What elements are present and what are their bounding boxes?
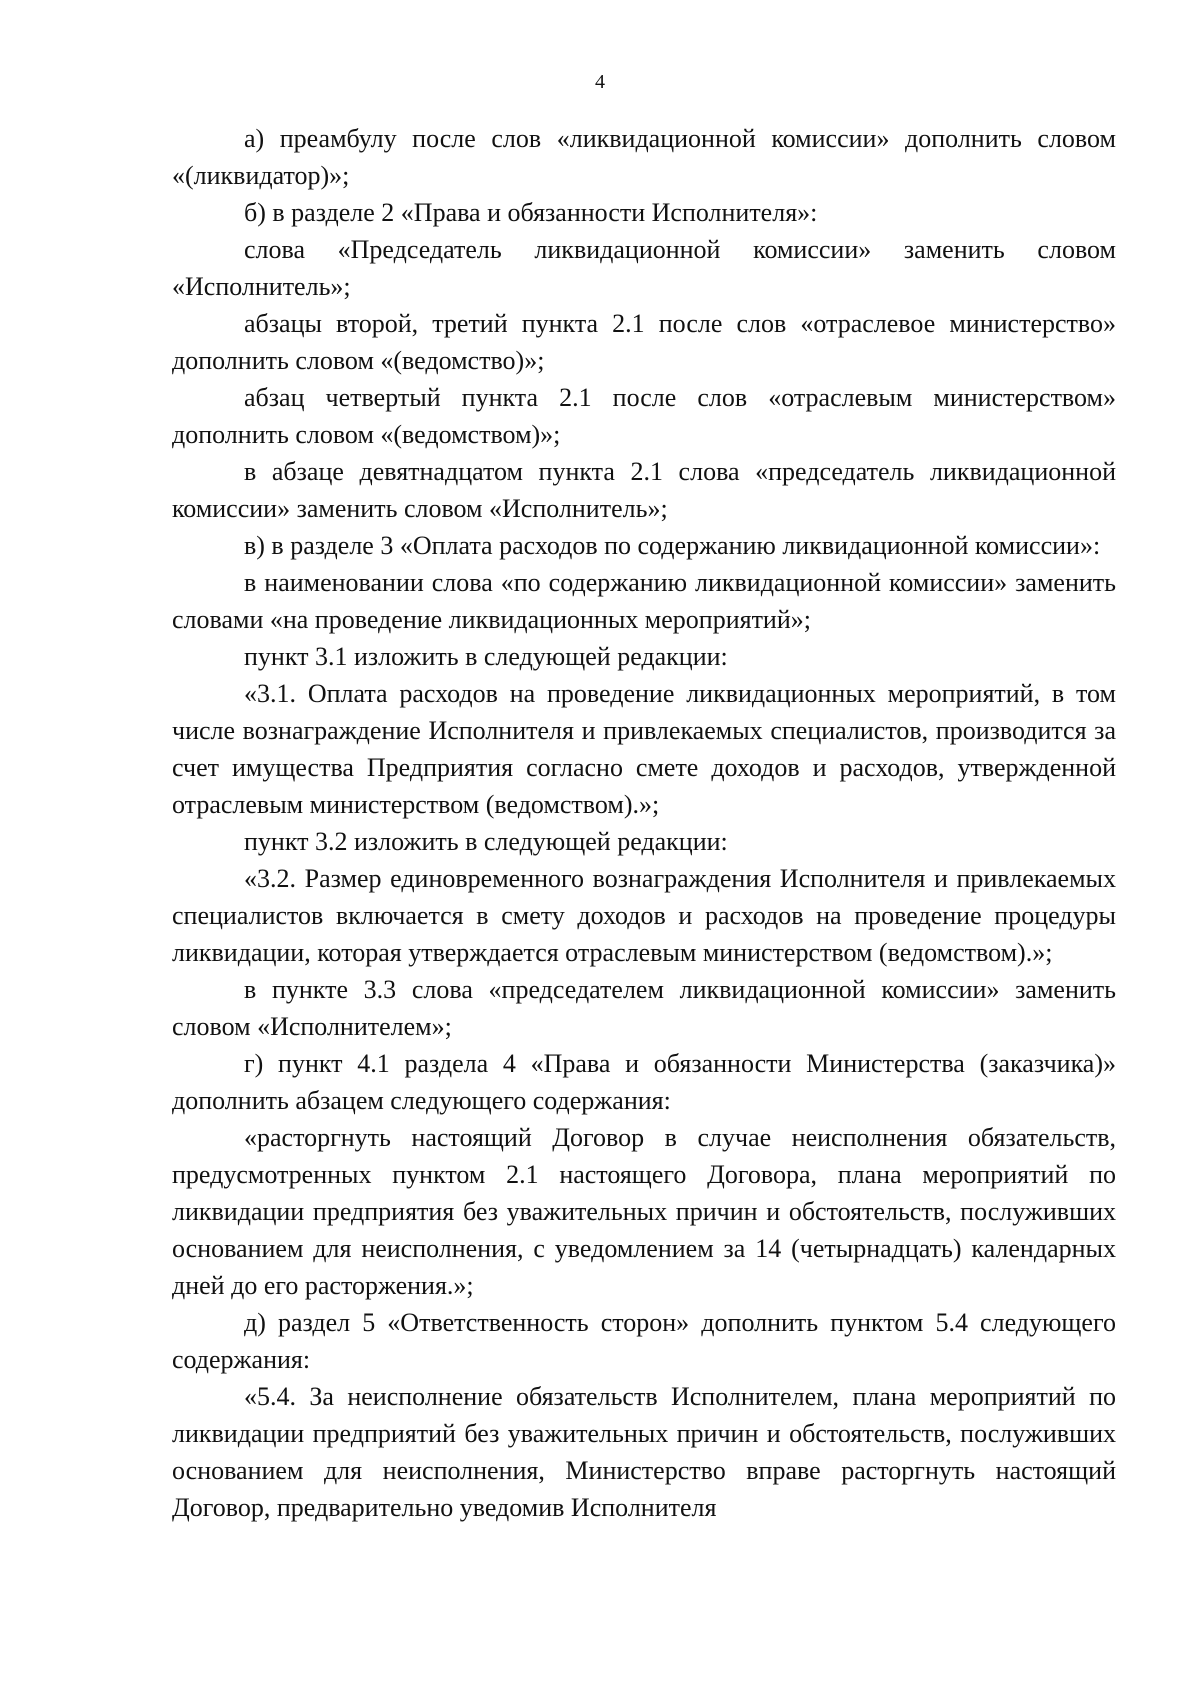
paragraph: г) пункт 4.1 раздела 4 «Права и обязанности Министерства (заказчика)» дополнить абзацем следующего содержания: bbox=[172, 1049, 1116, 1115]
paragraph: «3.2. Размер единовременного вознаграждения Исполнителя и привлекаемых специалистов включается в смету доходов и расходов на проведение процедуры ликвидации, которая утверждается отраслевым министерством (ведомством).»; bbox=[172, 864, 1116, 967]
paragraph: «5.4. За неисполнение обязательств Исполнителем, плана мероприятий по ликвидации предприятий без уважительных причин и обстоятельств, послуживших основанием для неисполнения, Министерство вправе расторгнуть настоящий Договор, предварительно уведомив Исполнителя bbox=[172, 1382, 1116, 1522]
paragraph: в абзаце девятнадцатом пункта 2.1 слова «председатель ликвидационной комиссии» заменить словом «Исполнитель»; bbox=[172, 457, 1116, 523]
paragraph: пункт 3.2 изложить в следующей редакции: bbox=[244, 827, 728, 856]
paragraph: пункт 3.1 изложить в следующей редакции: bbox=[244, 642, 728, 671]
paragraph: слова «Председатель ликвидационной комиссии» заменить словом «Исполнитель»; bbox=[172, 235, 1116, 301]
paragraph: в) в разделе 3 «Оплата расходов по содержанию ликвидационной комиссии»: bbox=[244, 531, 1101, 560]
paragraph: б) в разделе 2 «Права и обязанности Исполнителя»: bbox=[244, 198, 818, 227]
document-body bbox=[172, 120, 1116, 1526]
paragraph: д) раздел 5 «Ответственность сторон» дополнить пунктом 5.4 следующего содержания: bbox=[172, 1308, 1116, 1374]
paragraph: «расторгнуть настоящий Договор в случае неисполнения обязательств, предусмотренных пунктом 2.1 настоящего Договора, плана мероприятий по ликвидации предприятия без уважительных причин и обстоятельств, послуживших основанием для неисполнения, с уведомлением за 14 (четырнадцать) календарных дней до его расторжения.»; bbox=[172, 1123, 1116, 1300]
paragraph: «3.1. Оплата расходов на проведение ликвидационных мероприятий, в том числе вознаграждение Исполнителя и привлекаемых специалистов, производится за счет имущества Предприятия согласно смете доходов и расходов, утвержденной отраслевым министерством (ведомством).»; bbox=[172, 679, 1116, 819]
paragraph: в наименовании слова «по содержанию ликвидационной комиссии» заменить словами «на проведение ликвидационных мероприятий»; bbox=[172, 568, 1116, 634]
paragraph: абзац четвертый пункта 2.1 после слов «отраслевым министерством» дополнить словом «(ведомством)»; bbox=[172, 383, 1116, 449]
paragraph: а) преамбулу после слов «ликвидационной комиссии» дополнить словом «(ликвидатор)»; bbox=[172, 124, 1116, 190]
paragraph: в пункте 3.3 слова «председателем ликвидационной комиссии» заменить словом «Исполнителем»; bbox=[172, 975, 1116, 1041]
page-number: 4 bbox=[595, 71, 605, 93]
paragraph: абзацы второй, третий пункта 2.1 после слов «отраслевое министерство» дополнить словом «(ведомство)»; bbox=[172, 309, 1116, 375]
